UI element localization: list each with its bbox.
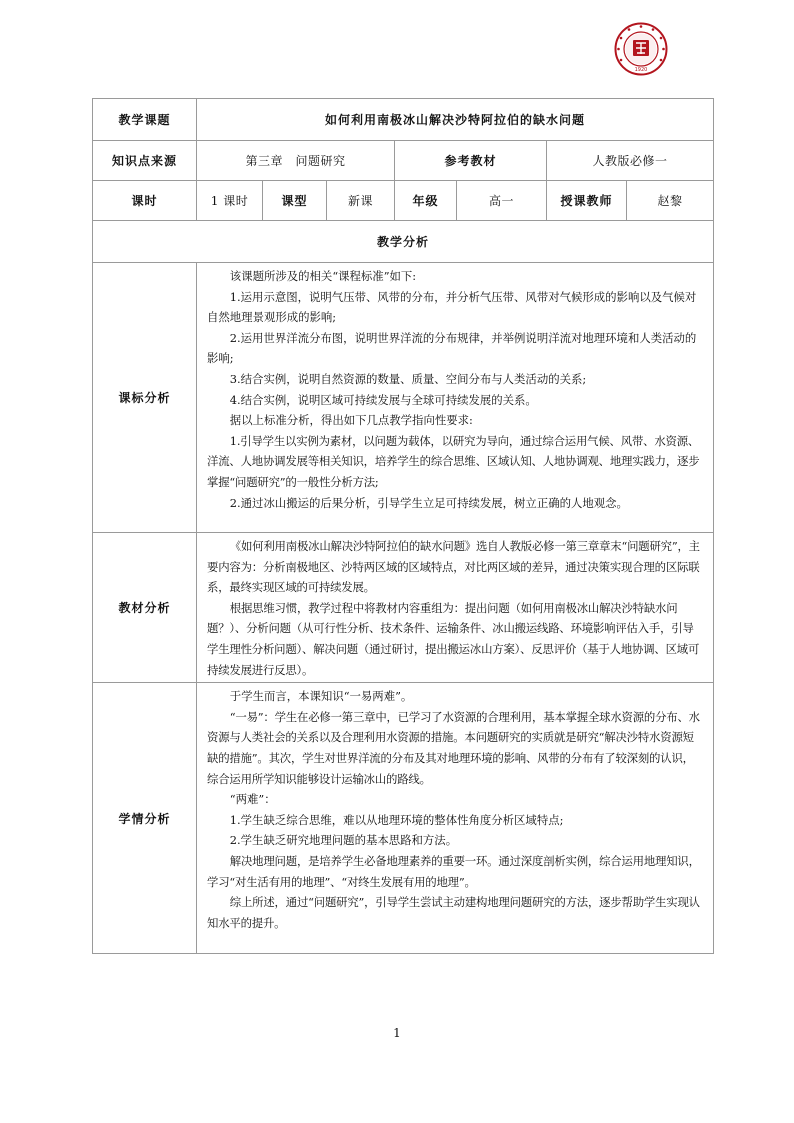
curriculum-paragraph: 2.运用世界洋流分布图，说明世界洋流的分布规律，并举例说明洋流对地理环境和人类活动的影响; (207, 330, 697, 366)
grade-value: 高一 (457, 181, 547, 221)
hours-value: 1 课时 (197, 181, 263, 221)
curriculum-paragraph: 1.运用示意图，说明气压带、风带的分布，并分析气压带、风带对气候形成的影响以及气候对自然地理景观形成的影响; (207, 289, 697, 325)
row-meta (93, 181, 714, 221)
source-value: 第三章 问题研究 (197, 141, 395, 181)
curriculum-analysis-content (197, 263, 714, 533)
row-analysis-title (93, 221, 714, 263)
textbook-paragraph: 根据思维习惯，教学过程中将教材内容重组为：提出问题（如何用南极冰山解决沙特缺水问题？）、分析问题（从可行性分析、技术条件、运输条件、冰山搬运线路、环境影响评估入手，引导学生理性分析问题）、解决问题（通过研讨，提出搬运冰山方案）、反思评价（基于人地协调、区域可持续发展进行反思）。 (207, 600, 700, 677)
course-title-label: 教学课题 (93, 99, 197, 141)
row-source (93, 141, 714, 181)
student-paragraph: 综上所述，通过“问题研究”，引导学生尝试主动建构地理问题研究的方法，逐步帮助学生实现认知水平的提升。 (207, 895, 700, 930)
course-title: 如何利用南极冰山解决沙特阿拉伯的缺水问题 (197, 99, 714, 141)
curriculum-paragraph: 3.结合实例，说明自然资源的数量、质量、空间分布与人类活动的关系; (229, 371, 587, 386)
teacher-value: 赵黎 (627, 181, 714, 221)
type-value: 新课 (327, 181, 395, 221)
student-paragraph: “一易”：学生在必修一第三章中，已学习了水资源的合理利用，基本掌握全球水资源的分布、水资源与人类社会的关系以及合理利用水资源的措施。本问题研究的实质就是研究“解决沙特水资源短缺的措施”。其次，学生对世界洋流的分布及其对地理环境的影响、风带的分布有了较深刻的认识，综合运用所学知识能够设计运输冰山的路线。 (207, 709, 700, 786)
grade-label: 年级 (395, 181, 457, 221)
row-student-analysis (93, 683, 714, 954)
curriculum-paragraph: 该课题所涉及的相关“课程标准”如下: (229, 269, 417, 283)
textbook-analysis-label: 教材分析 (93, 533, 197, 683)
textbook-value: 人教版必修一 (547, 141, 714, 181)
student-paragraph: 1.学生缺乏综合思维，难以从地理环境的整体性角度分析区域特点; (229, 812, 564, 827)
curriculum-paragraph: 1.引导学生以实例为素材，以问题为载体，以研究为导向，通过综合运用气候、风带、水资源、洋流、人地协调发展等相关知识，培养学生的综合思维、区域认知、人地协调观、地理实践力，逐步掌握“问题研究”的一般性分析方法; (207, 433, 700, 489)
textbook-paragraph: 《如何利用南极冰山解决沙特阿拉伯的缺水问题》选自人教版必修一第三章章末“问题研究”，主要内容为：分析南极地区、沙特两区域的区域特点，对比两区域的差异，通过决策实现合理的区际联系，最终实现区域的可持续发展。 (207, 539, 700, 595)
curriculum-paragraph: 4.结合实例，说明区域可持续发展与全球可持续发展的关系。 (229, 392, 537, 407)
svg-text:1920: 1920 (634, 67, 648, 73)
student-paragraph: 于学生而言，本课知识“一易两难”。 (229, 689, 413, 704)
student-analysis-content (197, 683, 714, 954)
student-paragraph: “两难”： (229, 792, 276, 807)
textbook-label: 参考教材 (395, 141, 547, 181)
hours-label: 课时 (93, 181, 197, 221)
student-paragraph: 解决地理问题，是培养学生必备地理素养的重要一环。通过深度剖析实例，综合运用地理知识，学习“对生活有用的地理”、“对终生发展有用的地理”。 (207, 853, 700, 889)
lesson-plan-table (92, 98, 714, 954)
analysis-section-title: 教学分析 (93, 221, 714, 263)
page-number: 1 (393, 1026, 401, 1040)
teacher-label: 授课教师 (547, 181, 627, 221)
type-label: 课型 (263, 181, 327, 221)
textbook-analysis-content (197, 533, 714, 683)
source-label: 知识点来源 (93, 141, 197, 181)
school-seal-logo (614, 22, 668, 76)
student-paragraph: 2.学生缺乏研究地理问题的基本思路和方法。 (229, 833, 458, 848)
curriculum-analysis-label: 课标分析 (93, 263, 197, 533)
row-course-title (93, 99, 714, 141)
student-analysis-label: 学情分析 (93, 683, 197, 954)
curriculum-paragraph: 2.通过冰山搬运的后果分析，引导学生立足可持续发展，树立正确的人地观念。 (229, 495, 628, 510)
row-textbook-analysis (93, 533, 714, 683)
curriculum-paragraph: 据以上标准分析，得出如下几点教学指向性要求: (229, 413, 473, 428)
row-curriculum-analysis (93, 263, 714, 533)
